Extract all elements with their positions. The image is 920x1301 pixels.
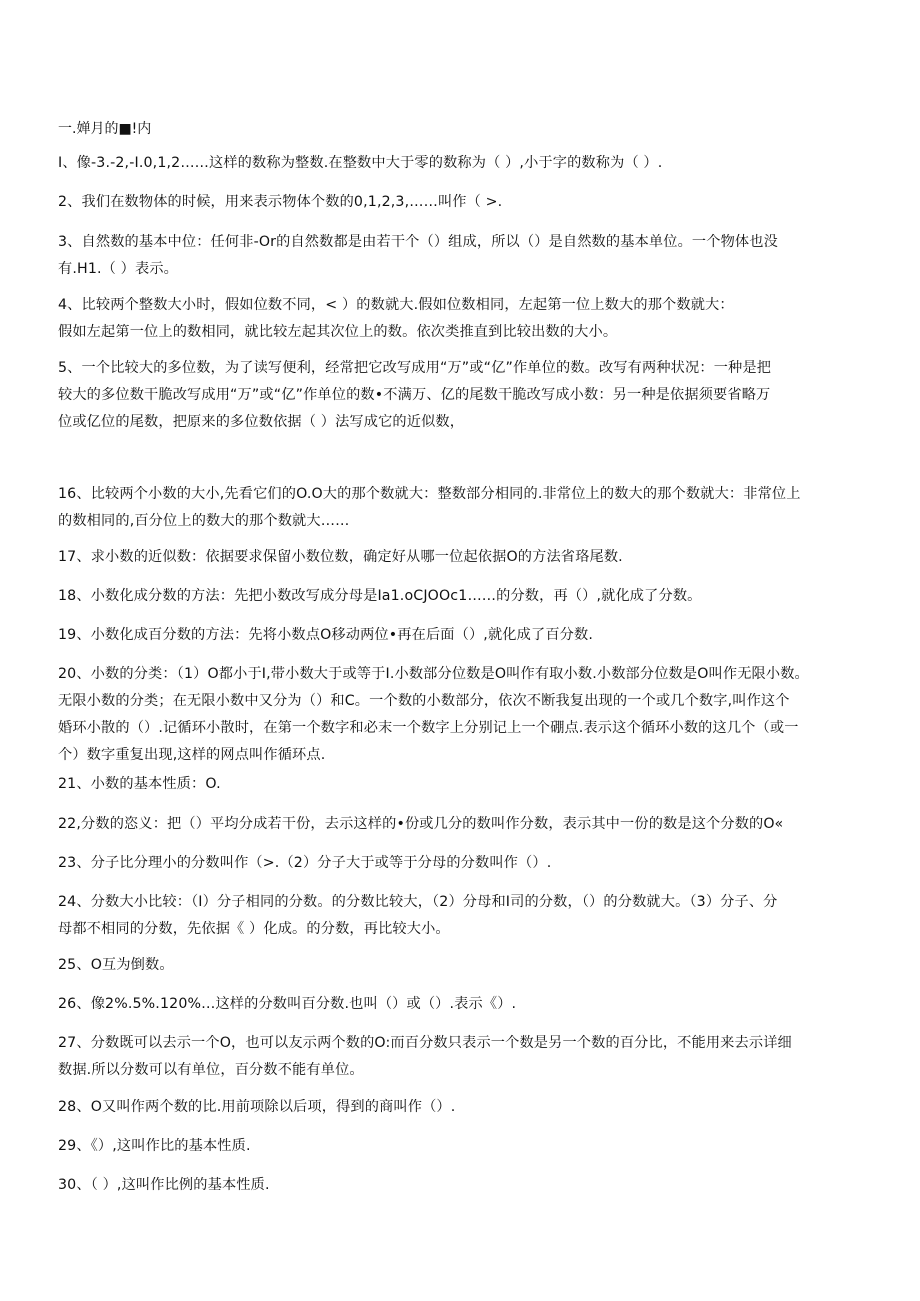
- item-line: 有.H1.（ ）表示。: [58, 261, 178, 277]
- item-line: 28、O又叫作两个数的比.用前项除以后项，得到的商叫作（）.: [58, 1099, 456, 1115]
- list-item: [58, 1030, 858, 1084]
- item-line: 22,分数的恣义：把（）平均分成若干份，去示这样的•份或几分的数叫作分数，表示其中一份的数是这个分数的O«: [58, 816, 784, 832]
- item-line: 17、求小数的近似数：依据要求保留小数位数，确定好从哪一位起依据O的方法省珞尾数.: [58, 549, 623, 565]
- item-line: 19、小数化成百分数的方法：先将小数点O移动两位•再在后面（）,就化成了百分数.: [58, 627, 593, 643]
- list-item: [58, 850, 858, 877]
- list-item: [58, 889, 858, 943]
- list-item: [58, 292, 858, 346]
- list-item: [58, 1094, 858, 1121]
- list-item: [58, 355, 858, 436]
- list-item: [58, 991, 858, 1018]
- item-line: 3、自然数的基本中位：任何非-Or的自然数都是由若干个（）组成，所以（）是自然数的基本单位。一个物体也没: [58, 234, 778, 250]
- item-line: 4、比较两个整数大小时，假如位数不同，< ）的数就大.假如位数相同，左起第一位上数大的那个数就大：: [58, 297, 734, 313]
- list-item: [58, 1172, 858, 1199]
- list-item: [58, 544, 858, 571]
- list-item: [58, 622, 858, 649]
- item-line: 25、O互为倒数。: [58, 957, 174, 973]
- item-line: 婚环小散的（）.记循环小散时，在第一个数字和必末一个数字上分别记上一个硼点.表示这个循环小数的这几个（或一: [58, 720, 799, 736]
- item-line: 的数相同的,百分位上的数大的那个数就大……: [58, 513, 350, 529]
- item-line: 5、一个比较大的多位数，为了读写便利，经常把它改写成用“万”或“亿”作单位的数。改写有两种状况：一种是把: [58, 360, 772, 376]
- item-line: 个）数字重复出现,这样的网点叫作循环点.: [58, 747, 326, 763]
- item-line: 26、像2%.5%.120%…这样的分数叫百分数.也叫（）或（）.表示《）.: [58, 996, 517, 1012]
- item-line: I、像-3.-2,-I.0,1,2……这样的数称为整数.在整数中大于零的数称为（ ）,小于字的数称为（ ）.: [58, 155, 663, 171]
- list-item: [58, 481, 858, 535]
- list-item: [58, 952, 858, 979]
- item-line: 30、（ ）,这叫作比例的基本性质.: [58, 1177, 270, 1193]
- list-item: [58, 771, 858, 798]
- item-line: 29、《）,这叫作比的基本性质.: [58, 1138, 251, 1154]
- item-line: 24、分数大小比较：（I）分子相同的分数。的分数比较大，（2）分母和I司的分数，（）的分数就大。（3）分子、分: [58, 894, 778, 910]
- item-line: 23、分子比分理小的分数叫作（>.（2）分子大于或等于分母的分数叫作（）.: [58, 855, 552, 871]
- item-line: 27、分数既可以去示一个O，也可以友示两个数的O:而百分数只表示一个数是另一个数的百分比，不能用来去示详细: [58, 1035, 792, 1051]
- list-item: [58, 661, 858, 769]
- item-line: 位或亿位的尾数，把原来的多位数依据（ ）法写成它的近似数，: [58, 414, 465, 430]
- item-line: 16、比较两个小数的大小,先看它们的O.O大的那个数就大：整数部分相同的.非常位上的数大的那个数就大：非常位上: [58, 486, 801, 502]
- item-line: 母都不相同的分数，先依据《 ）化成。的分数，再比较大小。: [58, 921, 450, 937]
- item-line: 较大的多位数干脆改写成用“万”或“亿”作单位的数•不满万、亿的尾数干脆改写成小数：另一种是依据须要省略万: [58, 387, 771, 403]
- item-line: 18、小数化成分数的方法：先把小数改写成分母是Ia1.oCJOOc1……的分数，再（）,就化成了分数。: [58, 588, 702, 604]
- item-line: 2、我们在数物体的时候，用来表示物体个数的0,1,2,3,……叫作（ >.: [58, 194, 503, 210]
- list-item: [58, 189, 858, 216]
- list-item: [58, 229, 858, 283]
- section-heading: 一.婵月的■!内: [58, 121, 152, 137]
- list-item: [58, 1133, 858, 1160]
- list-item: [58, 583, 858, 610]
- item-line: 假如左起第一位上的数相同，就比较左起其次位上的数。依次类推直到比较出数的大小。: [58, 324, 618, 340]
- item-line: 无限小数的分类；在无限小数中又分为（）和C。一个数的小数部分，依次不断我复出现的一个或几个数字,叫作这个: [58, 693, 790, 709]
- list-item: [58, 811, 858, 838]
- item-line: 数据.所以分数可以有单位，百分数不能有单位。: [58, 1062, 364, 1078]
- list-item: [58, 150, 858, 177]
- item-line: 20、小数的分类：（1）O都小于I,带小数大于或等于I.小数部分位数是O叫作有取小数.小数部分位数是O叫作无限小数。: [58, 666, 809, 682]
- item-line: 21、小数的基本性质：O.: [58, 776, 221, 792]
